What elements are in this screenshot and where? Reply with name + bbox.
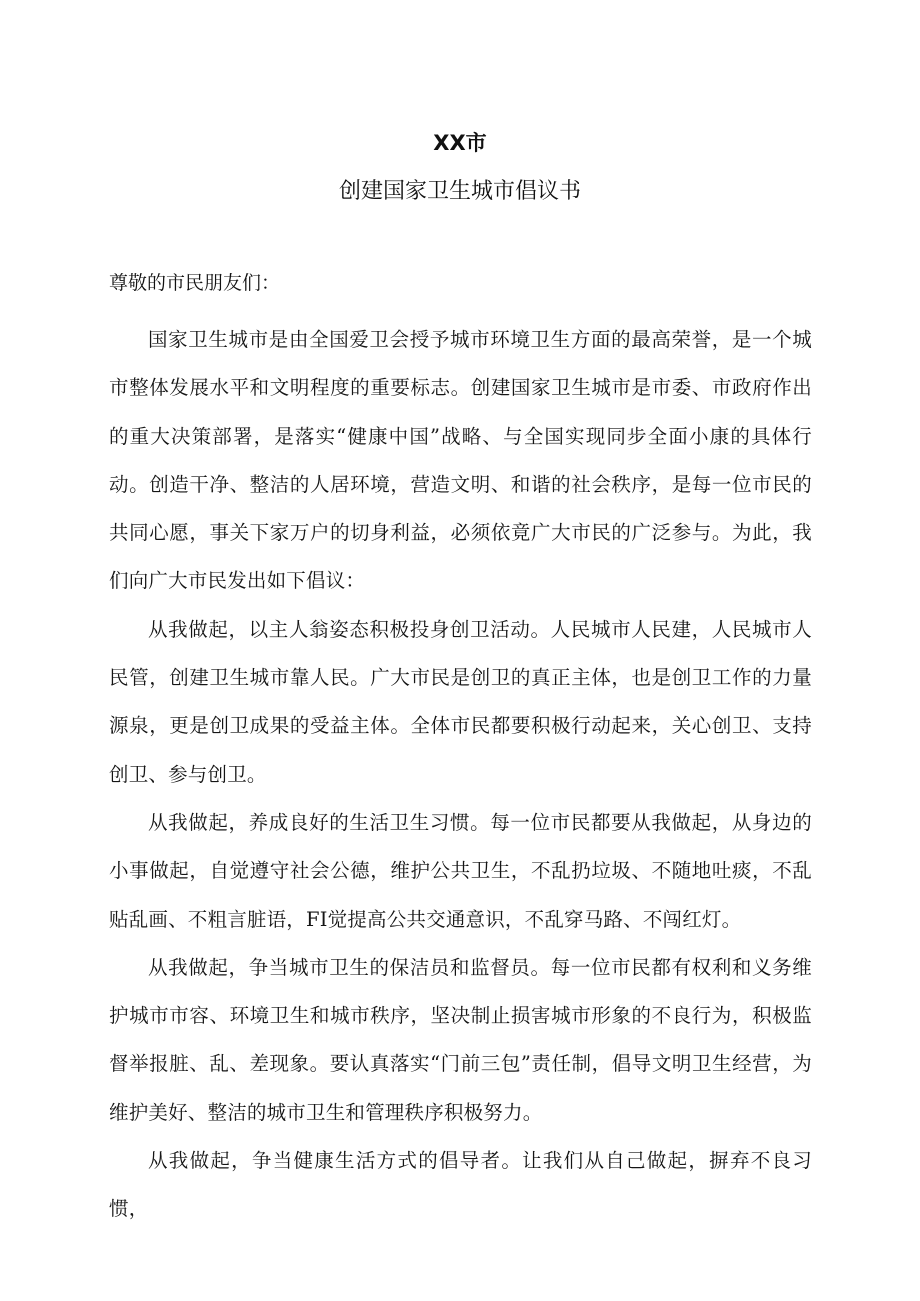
paragraph-participate: 从我做起，以主人翁姿态积极投身创卫活动。人民城市人民建，人民城市人民管，创建卫生城市靠人民。广大市民是创卫的真正主体，也是创卫工作的力量源泉，更是创卫成果的受益主体。全体市民都要积极行动起来，关心创卫、支持创卫、参与创卫。: [109, 617, 812, 786]
document-title: 创建国家卫生城市倡议书: [338, 179, 581, 204]
paragraph-habits: 从我做起，养成良好的生活卫生习惯。每一位市民都要从我做起，从身边的小事做起，自觉遵守社会公德，维护公共卫生，不乱扔垃圾、不随地吐痰，不乱贴乱画、不粗言脏语，FI觉提高公共交通意识，不乱穿马路、不闯红灯。: [109, 810, 812, 931]
paragraph-healthy-lifestyle: 从我做起，争当健康生活方式的倡导者。让我们从自己做起，摒弃不良习惯，: [109, 1149, 812, 1221]
paragraph-intro: 国家卫生城市是由全国爱卫会授予城市环境卫生方面的最高荣誉，是一个城市整体发展水平和文明程度的重要标志。创建国家卫生城市是市委、市政府作出的重大决策部署，是落实“健康中国”战略、与全国实现同步全面小康的具体行动。创造干净、整洁的人居环境，营造文明、和谐的社会秩序，是每一位市民的共同心愿，事关下家万户的切身利益，必须依竟广大市民的广泛参与。为此，我们向广大市民发出如下倡议：: [109, 328, 812, 593]
paragraph-supervisor: 从我做起，争当城市卫生的保洁员和监督员。每一位市民都有权利和义务维护城市市容、环境卫生和城市秩序，坚决制止损害城市形象的不良行为，积极监督举报脏、乱、差现象。要认真落实“门前三包”责任制，倡导文明卫生经营，为维护美好、整洁的城市卫生和管理秩序积极努力。: [109, 955, 812, 1124]
salutation: 尊敬的市民朋友们：: [109, 272, 281, 294]
document-body: [109, 316, 812, 1234]
document-title-city: XX市: [433, 131, 487, 155]
